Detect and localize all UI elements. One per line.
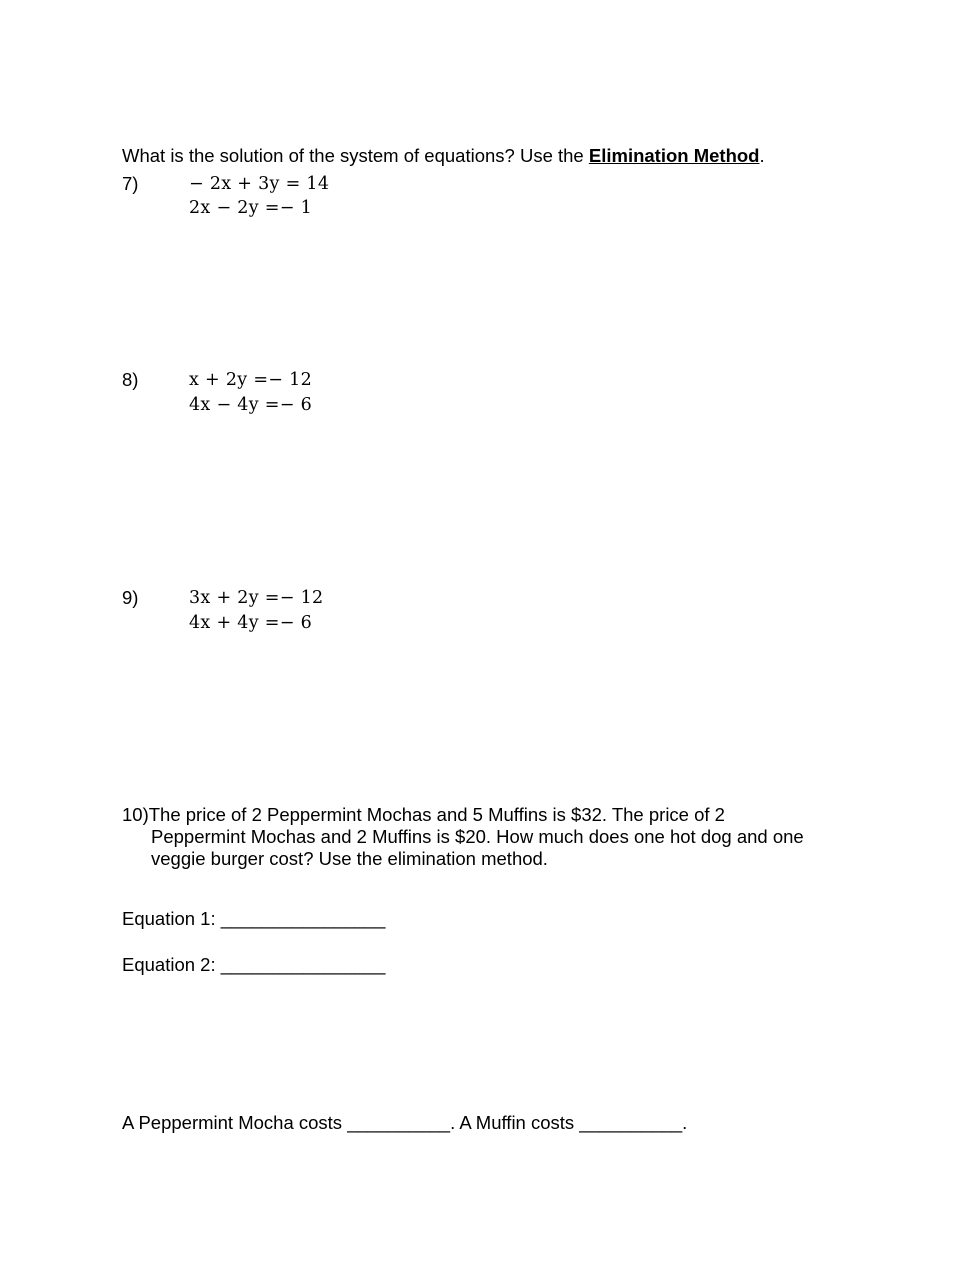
problem-7-equation-2: 2x − 2y =− 1: [189, 198, 312, 218]
instructions-suffix: .: [759, 145, 765, 166]
problem-10: [122, 804, 804, 870]
problem-8-number: 8): [122, 369, 139, 390]
problem-9-equation-2: 4x + 4y =− 6: [189, 613, 312, 633]
problem-9-number: 9): [122, 587, 139, 608]
problem-10-number: 10): [122, 804, 149, 825]
problem-8-equation-2: 4x − 4y =− 6: [189, 395, 312, 415]
equation-2-label: Equation 2: ________________: [122, 954, 386, 975]
problem-10-text-1: The price of 2 Peppermint Mochas and 5 Muffins is $32. The price of 2: [148, 804, 725, 825]
instructions-prefix: What is the solution of the system of equations? Use the: [122, 145, 589, 166]
instructions-method: Elimination Method: [588, 145, 760, 166]
answer-line: A Peppermint Mocha costs __________. A Muffin costs __________.: [122, 1112, 688, 1133]
problem-8-equation-1: x + 2y =− 12: [189, 370, 312, 390]
problem-7-number: 7): [122, 173, 139, 194]
problem-7-equation-1: − 2x + 3y = 14: [189, 174, 330, 194]
problem-9-equation-1: 3x + 2y =− 12: [189, 588, 324, 608]
problem-10-line-3: veggie burger cost? Use the elimination method.: [151, 848, 548, 869]
problem-10-line-2: Peppermint Mochas and 2 Muffins is $20. How much does one hot dog and one: [151, 826, 804, 847]
instructions: [122, 145, 765, 167]
problem-10-line-1: [122, 804, 804, 826]
equation-1-label: Equation 1: ________________: [122, 908, 386, 929]
